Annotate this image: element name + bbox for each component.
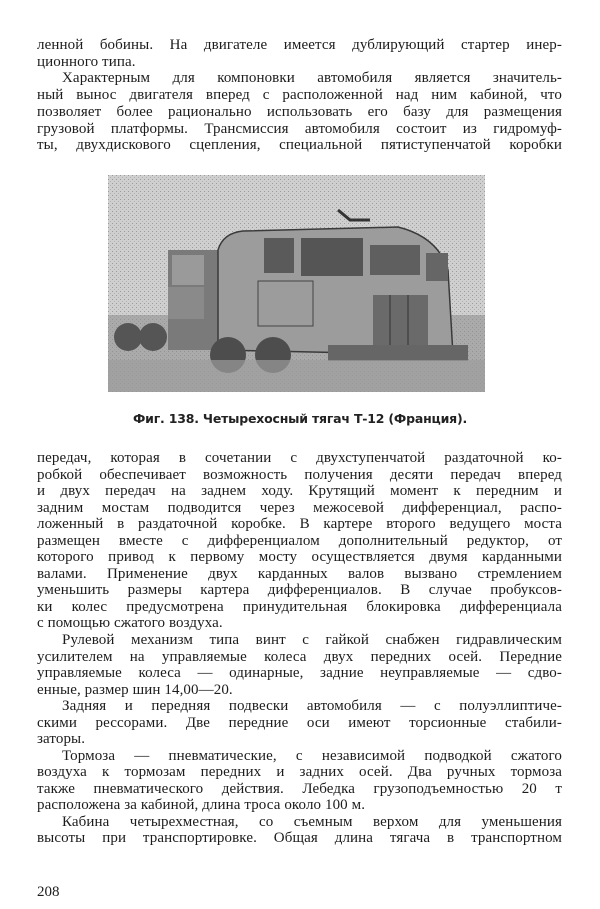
text-line: ционного типа. — [37, 53, 136, 70]
text-line: Кабина четырехместная, со съемным верхом для уменьшения — [62, 813, 562, 830]
text-line: с помощью сжатого воздуха. — [37, 615, 223, 631]
text-line: валами. Применение двух карданных валов вызвано стремлением — [37, 565, 562, 582]
text-line: расположена за кабиной, длина троса около 100 м. — [37, 797, 366, 813]
text-line: робкой обеспечивает возможность получения десяти передач вперед — [37, 466, 562, 483]
text-line: ный вынос двигателя вперед с расположенной над ним кабиной, что — [37, 87, 562, 104]
text-line: енные, размер шин 14,00—20. — [37, 681, 233, 698]
text-line: Тормоза — пневматические, с независимой подводкой сжатого — [62, 747, 562, 764]
text-line: позволяет более рационально использовать его базу для размещения — [37, 103, 562, 120]
text-line: размещен вместе с дифференциалом дополнительный редуктор, от — [37, 532, 562, 549]
text-line: которого привод к первому мосту осуществляется двумя карданными — [37, 549, 562, 565]
text-line: Характерным для компоновки автомобиля является значитель- — [62, 70, 562, 87]
text-line: уменьшить размеры картера дифференциалов. В случае пробуксов- — [37, 582, 562, 598]
text-line: заторы. — [37, 731, 86, 747]
figure-photo-t12-tractor — [108, 175, 485, 392]
text-line: Рулевой механизм типа винт с гайкой снабжен гидравлическим — [62, 632, 562, 648]
text-line: ки колес предусмотрена принудительная блокировка дифференциала — [37, 598, 562, 615]
page-number: 208 — [37, 884, 60, 900]
text-line: передач, которая в сочетании с двухступенчатой раздаточной ко- — [37, 450, 562, 466]
text-line: и двух передач на заднем ходу. Крутящий момент к передним и — [37, 483, 562, 499]
text-line: Задняя и передняя подвески автомобиля — с полуэллиптиче- — [62, 698, 562, 714]
text-line: грузовой платформы. Трансмиссия автомобиля состоит из гидромуф- — [37, 120, 562, 137]
text-line: управляемые колеса — одинарные, задние неуправляемые — сдво- — [37, 665, 562, 681]
text-line: высоты при транспортировке. Общая длина тягача в транспортном — [37, 830, 562, 846]
text-line: скими рессорами. Две передние оси имеют торсионные стабили- — [37, 714, 562, 731]
text-line: задним мостам подводится через межосевой дифференциал, распо- — [37, 499, 562, 516]
text-line: ты, двухдискового сцепления, специальной пятиступенчатой коробки — [37, 137, 562, 154]
text-line: ложенный в раздаточной коробке. В картере второго ведущего моста — [37, 516, 562, 532]
text-line: ленной бобины. На двигателе имеется дублирующий стартер инер- — [37, 37, 562, 53]
text-line: воздуха к тормозам передних и задних осей. Два ручных тормоза — [37, 764, 562, 780]
text-line: также пневматического действия. Лебедка грузоподъемностью 20 т — [37, 780, 562, 797]
figure-caption: Фиг. 138. Четырехосный тягач Т-12 (Франция). — [132, 411, 468, 426]
text-line: усилителем на управляемые колеса двух передних осей. Передние — [37, 648, 562, 665]
